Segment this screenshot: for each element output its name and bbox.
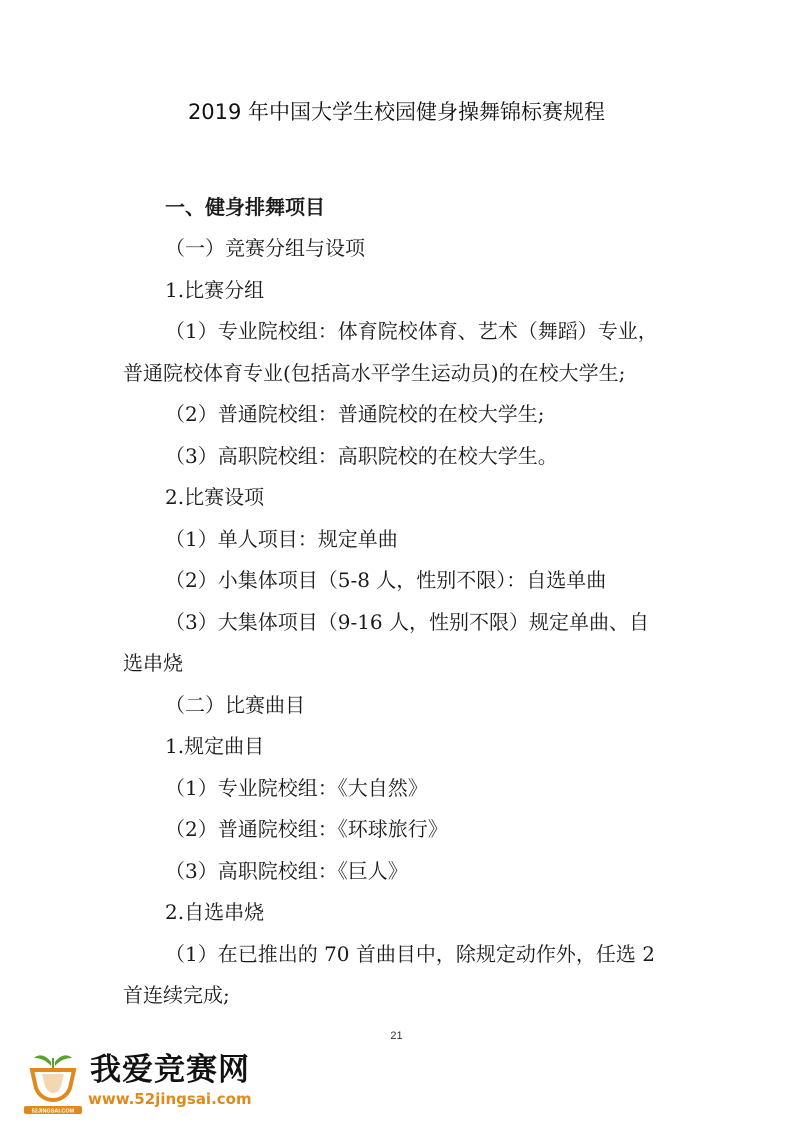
page-title: 2019 年中国大学生校园健身操舞锦标赛规程 (187, 100, 606, 124)
page-number: 21 (390, 1030, 403, 1042)
logo-url: www.52jingsai.com (88, 1090, 252, 1108)
paragraph-line: （3）高职院校组：高职院校的在校大学生。 (165, 444, 558, 468)
paragraph-line: （1）单人项目：规定单曲 (165, 527, 398, 551)
paragraph-line: 首连续完成; (123, 983, 230, 1007)
section-heading: 一、健身排舞项目 (165, 195, 325, 219)
paragraph-line: （2）普通院校组：《环球旅行》 (165, 817, 448, 841)
paragraph-line: 选串烧 (123, 651, 183, 675)
paragraph-line: （2）小集体项目（5-8 人，性别不限）：自选单曲 (165, 568, 607, 592)
paragraph-line: （3）大集体项目（9-16 人，性别不限）规定单曲、自 (165, 610, 650, 634)
paragraph-line: （2）普通院校组：普通院校的在校大学生; (165, 402, 545, 426)
watermark-logo (18, 1046, 278, 1116)
paragraph-line: 普通院校体育专业(包括高水平学生运动员)的在校大学生; (123, 361, 626, 385)
paragraph-line: 1.规定曲目 (165, 734, 265, 758)
paragraph-line: （1）在已推出的 70 首曲目中，除规定动作外，任选 2 (165, 942, 655, 966)
paragraph-line: （3）高职院校组：《巨人》 (165, 859, 408, 883)
logo-badge-text: 52JINGSAI.COM (31, 1108, 75, 1115)
subsection-heading: （二）比赛曲目 (165, 693, 305, 717)
paragraph-line: 1.比赛分组 (165, 278, 265, 302)
subsection-heading: （一）竞赛分组与设项 (165, 236, 365, 260)
paragraph-line: 2.比赛设项 (165, 485, 265, 509)
paragraph-line: 2.自选串烧 (165, 900, 265, 924)
paragraph-line: （1）专业院校组：体育院校体育、艺术（舞蹈）专业， (165, 319, 658, 343)
paragraph-line: （1）专业院校组：《大自然》 (165, 776, 428, 800)
logo-name: 我爱竞赛网 (90, 1052, 250, 1088)
trophy-logo-icon (18, 1046, 88, 1116)
